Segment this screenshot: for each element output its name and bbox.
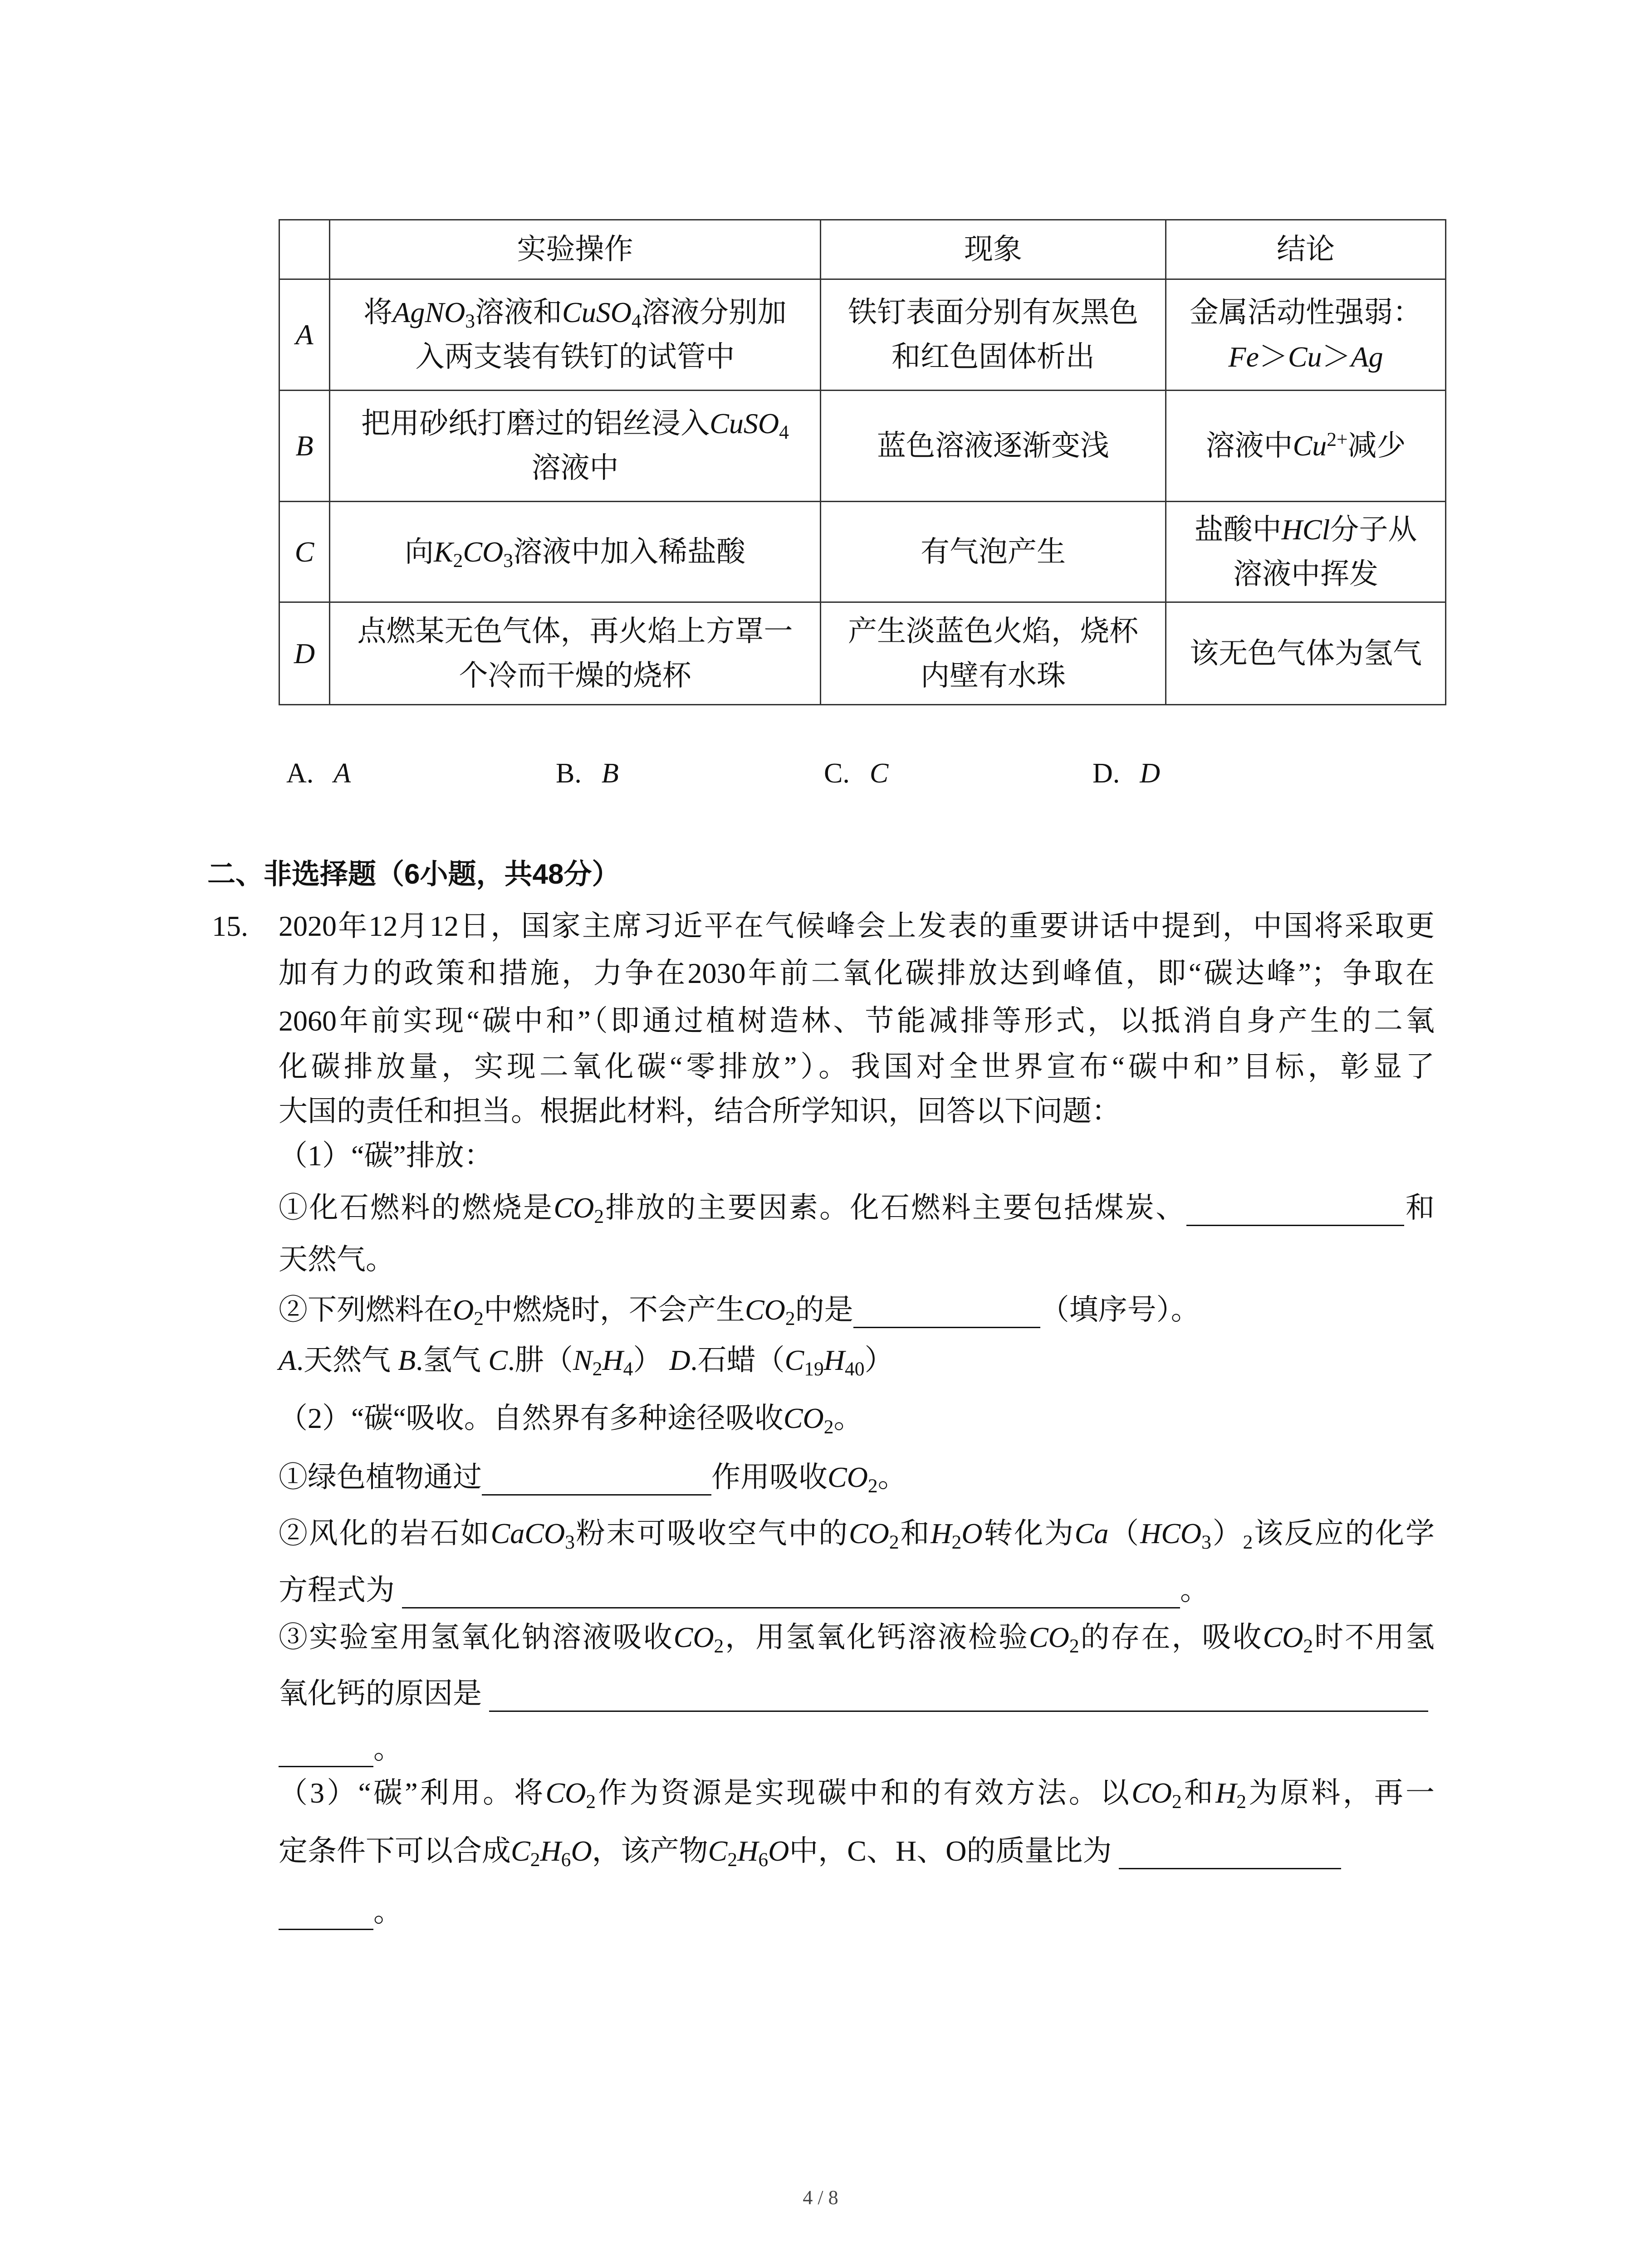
text-run: ，该产物 xyxy=(592,1835,708,1867)
option-d xyxy=(1092,751,1160,796)
text-run: 。 xyxy=(1180,1574,1209,1606)
text-run: 的是 xyxy=(795,1294,853,1326)
text-run: ，用氢氧化钙溶液检验 xyxy=(724,1621,1029,1653)
formula-symbols: CO xyxy=(745,1294,785,1326)
question-line xyxy=(279,1455,1435,1500)
question-line xyxy=(279,1287,1435,1333)
cell-line xyxy=(821,530,1165,574)
formula-symbols: Fe xyxy=(1228,341,1259,373)
formula-subscript: 3 xyxy=(565,1531,575,1554)
chemical-formula xyxy=(824,1338,865,1383)
chemical-formula xyxy=(710,401,789,446)
formula-symbols: O xyxy=(571,1835,592,1867)
cell-line xyxy=(821,654,1165,698)
text-run: 溶液中 xyxy=(1205,430,1293,462)
table-row-c xyxy=(279,502,1446,602)
formula-symbols: CO xyxy=(554,1192,594,1224)
chemical-formula xyxy=(737,1828,768,1874)
formula-subscript: 2 xyxy=(530,1849,540,1871)
formula-subscript: 19 xyxy=(804,1358,824,1380)
text-run: .氢气 xyxy=(416,1344,489,1376)
formula-subscript: 2 xyxy=(727,1849,738,1871)
chemical-formula xyxy=(571,1828,592,1874)
formula-symbols: CO xyxy=(673,1621,714,1653)
text-run: 。 xyxy=(833,1402,863,1434)
formula-symbols: H xyxy=(737,1835,759,1867)
formula-symbols: H xyxy=(931,1517,952,1549)
text-run: 天然气。 xyxy=(279,1243,395,1276)
option-key: B. xyxy=(556,758,582,789)
formula-symbols: B xyxy=(398,1344,416,1376)
formula-symbols: H xyxy=(602,1344,623,1376)
text-run: 中，C、H、O的质量比为 xyxy=(789,1835,1119,1867)
cell-line xyxy=(1166,508,1445,552)
formula-symbols: CO xyxy=(463,535,504,568)
cell-line xyxy=(821,424,1165,468)
row-label: B xyxy=(295,430,314,462)
header-cell-operation xyxy=(330,220,821,279)
formula-subscript: 2 xyxy=(594,1206,604,1228)
question-line xyxy=(279,904,1435,949)
text-run: 定条件下可以合成 xyxy=(279,1835,511,1867)
text-run: （ xyxy=(1108,1517,1140,1549)
chemical-formula xyxy=(768,1828,789,1874)
chemical-formula xyxy=(602,1338,633,1383)
formula-symbols: CO xyxy=(783,1402,824,1434)
text-run: （1）“碳”排放： xyxy=(279,1139,493,1172)
option-a xyxy=(286,751,351,796)
question-line xyxy=(279,951,1435,996)
formula-symbols: A xyxy=(279,1344,297,1376)
formula-subscript: 2 xyxy=(586,1791,596,1813)
question-line xyxy=(279,1237,1435,1282)
formula-subscript: 4 xyxy=(631,310,642,332)
text-run: 。 xyxy=(373,1896,402,1928)
formula-symbols: Ag xyxy=(1351,341,1383,373)
formula-symbols: Ca xyxy=(1074,1517,1109,1549)
cell-line xyxy=(1166,335,1445,379)
text-run: 大国的责任和担当。根据此材料，结合所学知识，回答以下问题： xyxy=(279,1095,1121,1127)
section-heading: 二、非选择题（6小题，共48分） xyxy=(207,859,620,890)
experiment-table xyxy=(279,219,1446,705)
chemical-formula xyxy=(1288,335,1322,379)
text-run: 和红色固体析出 xyxy=(892,341,1095,373)
question-line xyxy=(279,1133,1435,1178)
header-cell-empty xyxy=(279,220,330,279)
text-run: （3）“碳”利用。将 xyxy=(279,1777,546,1809)
cell-line xyxy=(1166,631,1445,676)
answer-blank xyxy=(853,1301,1040,1329)
text-run: 把用砂纸打磨过的铝丝浸入 xyxy=(361,407,710,440)
formula-subscript: 2 xyxy=(1171,1791,1182,1813)
option-key: D. xyxy=(1092,758,1120,789)
formula-symbols: C xyxy=(708,1835,728,1867)
operation-cell xyxy=(330,391,821,502)
text-run: 铁钉表面分别有灰黑色 xyxy=(848,296,1138,328)
question-number: 15. xyxy=(212,910,248,942)
formula-subscript: 2 xyxy=(889,1531,899,1554)
formula-symbols: CO xyxy=(1029,1621,1069,1653)
formula-symbols: H xyxy=(1215,1777,1237,1809)
formula-symbols: CuSO xyxy=(710,407,779,440)
text-run: 排放的主要因素。化石燃料主要包括煤炭、 xyxy=(604,1192,1186,1224)
phenomenon-cell xyxy=(821,391,1166,502)
formula-superscript: 2+ xyxy=(1327,429,1348,451)
question-line xyxy=(279,1889,1435,1935)
option-value: A xyxy=(333,758,351,789)
answer-blank xyxy=(402,1581,1180,1609)
chemical-formula xyxy=(669,1338,690,1383)
formula-subscript: 2 xyxy=(474,1308,484,1330)
formula-subscript: 2 xyxy=(714,1635,724,1657)
text-run: 有气泡产生 xyxy=(921,535,1066,568)
formula-symbols: O xyxy=(453,1294,474,1326)
page-number: 4 / 8 xyxy=(803,2186,838,2209)
formula-symbols: O xyxy=(961,1517,983,1549)
header-cell-phenomenon xyxy=(821,220,1166,279)
chemical-formula xyxy=(562,290,642,335)
text-run: 。 xyxy=(877,1461,907,1493)
question-line xyxy=(279,998,1435,1044)
question-line xyxy=(279,1770,1435,1816)
text-run: 为原料，再一 xyxy=(1246,1777,1435,1809)
text-run: .石蜡（ xyxy=(690,1344,785,1376)
chemical-formula xyxy=(398,1338,416,1383)
operation-cell xyxy=(330,279,821,391)
row-label: D xyxy=(294,637,315,670)
text-run: 溶液中加入稀盐酸 xyxy=(513,535,746,568)
chemical-formula xyxy=(961,1511,982,1556)
question-line xyxy=(279,1615,1435,1660)
row-label: A xyxy=(295,318,314,351)
text-run: 作为资源是实现碳中和的有效方法。以 xyxy=(596,1777,1132,1809)
chemical-formula xyxy=(674,1615,724,1660)
cell-line xyxy=(330,335,820,379)
cell-line xyxy=(330,290,820,335)
chemical-formula xyxy=(1243,1511,1253,1556)
answer-blank xyxy=(279,1903,373,1931)
formula-subscript: 2 xyxy=(1303,1635,1313,1657)
chemical-formula xyxy=(511,1828,540,1874)
formula-subscript: 2 xyxy=(1236,1791,1247,1813)
text-run: .肼（ xyxy=(507,1344,573,1376)
operation-cell xyxy=(330,502,821,602)
formula-subscript: 2 xyxy=(1243,1531,1253,1554)
formula-subscript: 3 xyxy=(465,310,475,332)
cell-line xyxy=(330,654,820,698)
answer-blank xyxy=(1186,1199,1404,1227)
text-run: 转化为 xyxy=(982,1517,1075,1549)
text-run: 该反应的化学 xyxy=(1253,1517,1435,1549)
formula-subscript: 4 xyxy=(779,421,789,444)
question-line xyxy=(279,1568,1435,1613)
chemical-formula xyxy=(554,1185,604,1231)
chemical-formula xyxy=(828,1455,878,1500)
formula-subscript: 2 xyxy=(592,1358,603,1380)
text-run: 盐酸中 xyxy=(1194,513,1282,546)
text-run: 溶液中挥发 xyxy=(1233,557,1378,590)
text-run: 该无色气体为氢气 xyxy=(1190,637,1422,670)
formula-subscript: 6 xyxy=(758,1849,769,1871)
formula-symbols: HCO xyxy=(1140,1517,1202,1549)
formula-subscript: 2 xyxy=(951,1531,962,1554)
row-label-cell xyxy=(279,279,330,391)
chemical-formula xyxy=(1075,1511,1109,1556)
option-value: D xyxy=(1140,758,1161,789)
chemical-formula xyxy=(434,530,463,574)
formula-subscript: 2 xyxy=(453,549,463,572)
chemical-formula xyxy=(1282,508,1330,552)
operation-cell xyxy=(330,602,821,705)
chemical-formula xyxy=(463,530,513,574)
text-run: 粉末可吸收空气中的 xyxy=(574,1517,849,1549)
chemical-formula xyxy=(491,1511,575,1556)
question-line xyxy=(279,1671,1435,1716)
text-run: 2060年前实现“碳中和”（即通过植树造林、节能减排等形式，以抵消自身产生的二氧 xyxy=(279,1005,1435,1037)
cell-line xyxy=(330,401,820,446)
text-run: ②风化的岩石如 xyxy=(279,1517,491,1549)
chemical-formula xyxy=(1263,1615,1313,1660)
chemical-formula xyxy=(1351,335,1383,379)
formula-subscript: 6 xyxy=(561,1849,571,1871)
formula-subscript: 3 xyxy=(1201,1531,1211,1554)
header-label: 结论 xyxy=(1277,233,1335,265)
cell-line xyxy=(821,609,1165,654)
chemical-formula xyxy=(279,1338,296,1383)
answer-blank xyxy=(1119,1842,1341,1870)
text-run: 氧化钙的原因是 xyxy=(279,1677,489,1710)
option-value: B xyxy=(601,758,619,789)
formula-symbols: C xyxy=(511,1835,530,1867)
chemical-formula xyxy=(1140,1511,1211,1556)
cell-line xyxy=(821,290,1165,335)
text-run: ②下列燃料在 xyxy=(279,1294,453,1326)
text-run: （填序号）。 xyxy=(1040,1294,1200,1326)
chemical-formula xyxy=(1228,335,1259,379)
text-run: 内壁有水珠 xyxy=(921,659,1066,692)
chemical-formula xyxy=(1215,1770,1246,1816)
text-run: ①化石燃料的燃烧是 xyxy=(279,1192,554,1224)
formula-subscript: 2 xyxy=(785,1308,795,1330)
text-run: 溶液分别加 xyxy=(641,296,787,328)
header-label: 现象 xyxy=(964,233,1022,265)
formula-symbols: HCl xyxy=(1281,513,1330,546)
option-value: C xyxy=(869,758,889,789)
text-run: 减少 xyxy=(1347,430,1406,462)
formula-symbols: C xyxy=(784,1344,804,1376)
text-run: 溶液和 xyxy=(475,296,563,328)
chemical-formula xyxy=(745,1287,795,1333)
table-row-a xyxy=(279,279,1446,391)
chemical-formula xyxy=(1029,1615,1079,1660)
formula-subscript: 3 xyxy=(503,549,514,572)
header-label: 实验操作 xyxy=(517,233,633,265)
formula-subscript: 2 xyxy=(823,1416,834,1438)
text-run: ①绿色植物通过 xyxy=(279,1461,482,1493)
formula-symbols: H xyxy=(823,1344,845,1376)
row-label-cell xyxy=(279,502,330,602)
text-run: 2020年12月12日，国家主席习近平在气候峰会上发表的重要讲话中提到，中国将采取更 xyxy=(279,910,1435,942)
cell-line xyxy=(330,530,820,574)
text-run: 产生淡蓝色火焰，烧杯 xyxy=(848,615,1138,647)
question-line xyxy=(279,1185,1435,1231)
text-run: ） xyxy=(633,1344,670,1376)
cell-line xyxy=(1166,290,1445,335)
chemical-formula xyxy=(849,1511,899,1556)
text-run: 方程式为 xyxy=(279,1574,402,1606)
text-run: 作用吸收 xyxy=(711,1461,828,1493)
option-c xyxy=(824,751,888,796)
cell-line xyxy=(1166,424,1445,468)
text-run: 和 xyxy=(1181,1777,1216,1809)
text-run: 的存在，吸收 xyxy=(1079,1621,1263,1653)
formula-symbols: CaCO xyxy=(490,1517,565,1549)
question-line xyxy=(279,1396,1435,1441)
cell-line xyxy=(330,609,820,654)
text-run: ） xyxy=(1211,1517,1243,1549)
formula-symbols: CO xyxy=(1263,1621,1303,1653)
text-run: 和 xyxy=(899,1517,931,1549)
formula-symbols: C xyxy=(488,1344,508,1376)
conclusion-cell xyxy=(1166,279,1446,391)
chemical-formula xyxy=(453,1287,484,1333)
phenomenon-cell xyxy=(821,602,1166,705)
chemical-formula xyxy=(392,290,475,335)
formula-symbols: Cu xyxy=(1293,430,1327,462)
text-run: 入两支装有铁钉的试管中 xyxy=(415,341,735,373)
formula-symbols: Cu xyxy=(1288,341,1322,373)
answer-blank xyxy=(482,1468,711,1496)
text-run: ＞ xyxy=(1259,341,1288,373)
text-run: ） xyxy=(864,1344,894,1376)
question-line xyxy=(279,1089,1435,1134)
text-run: 溶液中 xyxy=(531,452,619,484)
option-key: A. xyxy=(286,758,314,789)
formula-subscript: 2 xyxy=(1069,1635,1079,1657)
question-line xyxy=(279,1511,1435,1556)
chemical-formula xyxy=(784,1396,834,1441)
phenomenon-cell xyxy=(821,502,1166,602)
chemical-formula xyxy=(545,1770,596,1816)
text-run: 化碳排放量，实现二氧化碳“零排放”）。我国对全世界宣布“碳中和”目标，彰显了 xyxy=(279,1051,1435,1083)
formula-subscript: 4 xyxy=(623,1358,633,1380)
chemical-formula xyxy=(540,1828,571,1874)
question-line xyxy=(279,1828,1435,1874)
text-run: ③实验室用氢氧化钠溶液吸收 xyxy=(279,1621,674,1653)
formula-symbols: CuSO xyxy=(562,296,632,328)
text-run: 中燃烧时，不会产生 xyxy=(483,1294,745,1326)
formula-symbols: N xyxy=(573,1344,593,1376)
phenomenon-cell xyxy=(821,279,1166,391)
chemical-formula xyxy=(488,1338,508,1383)
row-label: C xyxy=(294,535,314,568)
text-run: 将 xyxy=(363,296,393,328)
text-run: 金属活动性强弱： xyxy=(1190,296,1422,328)
answer-blank xyxy=(279,1740,373,1768)
formula-subscript: 40 xyxy=(844,1358,865,1380)
chemical-formula xyxy=(1132,1770,1182,1816)
table-row-b xyxy=(279,391,1446,502)
cell-line xyxy=(330,446,820,490)
text-run: 。 xyxy=(373,1733,402,1765)
header-cell-conclusion xyxy=(1166,220,1446,279)
chemical-formula xyxy=(785,1338,824,1383)
formula-symbols: K xyxy=(433,535,453,568)
question-line xyxy=(279,1726,1435,1772)
text-run: .天然气 xyxy=(296,1344,398,1376)
chemical-formula xyxy=(708,1828,737,1874)
chemical-formula xyxy=(1293,424,1348,468)
table-row-d xyxy=(279,602,1446,705)
formula-symbols: AgNO xyxy=(392,296,465,328)
option-key: C. xyxy=(824,758,850,789)
formula-symbols: D xyxy=(669,1344,691,1376)
row-label-cell xyxy=(279,602,330,705)
conclusion-cell xyxy=(1166,502,1446,602)
table-header-row xyxy=(279,220,1446,279)
formula-subscript: 2 xyxy=(867,1475,878,1497)
text-run: （2）“碳“吸收。自然界有多种途径吸收 xyxy=(279,1402,784,1434)
text-run: 点燃某无色气体，再火焰上方罩一 xyxy=(357,615,793,647)
row-label-cell xyxy=(279,391,330,502)
cell-line xyxy=(821,335,1165,379)
formula-symbols: H xyxy=(540,1835,561,1867)
text-run: ＞ xyxy=(1322,341,1351,373)
chemical-formula xyxy=(931,1511,961,1556)
formula-symbols: CO xyxy=(1132,1777,1172,1809)
conclusion-cell xyxy=(1166,602,1446,705)
answer-blank xyxy=(489,1685,1428,1712)
option-b xyxy=(556,751,619,796)
text-run: 个冷而干燥的烧杯 xyxy=(459,659,691,692)
formula-symbols: CO xyxy=(828,1461,868,1493)
text-run: 分子从 xyxy=(1330,513,1417,546)
text-run: 时不用氢 xyxy=(1313,1621,1435,1653)
chemical-formula xyxy=(573,1338,602,1383)
question-line xyxy=(279,1044,1435,1090)
conclusion-cell xyxy=(1166,391,1446,502)
formula-symbols: O xyxy=(768,1835,789,1867)
cell-line xyxy=(1166,552,1445,596)
question-line xyxy=(279,1338,1435,1383)
text-run: 加有力的政策和措施，力争在2030年前二氧化碳排放达到峰值，即“碳达峰”；争取在 xyxy=(279,957,1435,989)
text-run: 和 xyxy=(1404,1192,1435,1224)
text-run: 蓝色溶液逐渐变浅 xyxy=(877,430,1109,462)
formula-symbols: CO xyxy=(848,1517,889,1549)
text-run: 向 xyxy=(404,535,434,568)
formula-symbols: CO xyxy=(545,1777,586,1809)
